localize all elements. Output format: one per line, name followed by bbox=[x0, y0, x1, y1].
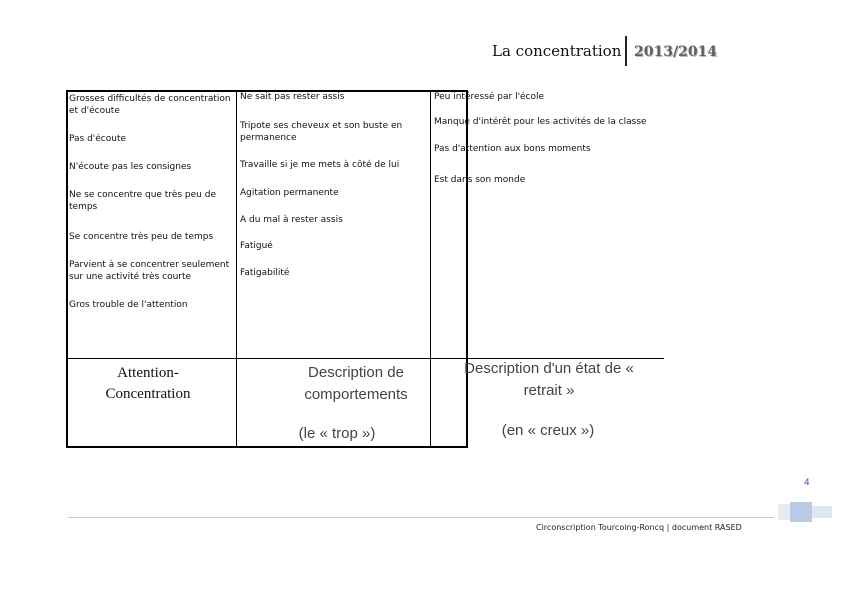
list-item: Fatigabilité bbox=[240, 268, 290, 278]
school-year: 2013/2014 bbox=[634, 44, 718, 60]
row-divider bbox=[66, 358, 468, 359]
list-item: Ne sait pas rester assis bbox=[240, 92, 345, 102]
rased-logo-graphic bbox=[778, 500, 834, 522]
label-le-trop: (le « trop ») bbox=[298, 425, 376, 442]
list-item: Gros trouble de l'attention bbox=[69, 300, 188, 310]
list-item: Pas d'attention aux bons moments bbox=[434, 144, 591, 154]
column-divider-1-top bbox=[236, 90, 237, 358]
column-divider-1-bottom bbox=[236, 358, 237, 448]
list-item: A du mal à rester assis bbox=[240, 215, 343, 225]
list-item: Parvient à se concentrer seulement sur une activité très courte bbox=[69, 260, 230, 282]
list-item: Tripote ses cheveux et son buste en permanence bbox=[240, 121, 403, 143]
list-item: Peu intéressé par l'école bbox=[434, 92, 545, 102]
label-en-creux: (en « creux ») bbox=[501, 422, 595, 439]
list-item: Fatigué bbox=[240, 241, 273, 251]
list-item: Est dans son monde bbox=[434, 175, 526, 185]
column-divider-2-bottom bbox=[430, 358, 431, 448]
list-item: Se concentre très peu de temps bbox=[69, 232, 214, 242]
footer-caption: Circonscription Tourcoing-Roncq | document RASED bbox=[536, 523, 742, 532]
label-attention-concentration: Attention-Concentration bbox=[105, 365, 191, 402]
list-item: Agitation permanente bbox=[240, 188, 339, 198]
document-title: La concentration bbox=[492, 42, 622, 60]
label-description-retrait: Description d'un état de « retrait » bbox=[464, 360, 634, 399]
header-divider bbox=[625, 36, 627, 66]
footer-rule bbox=[68, 517, 774, 518]
list-item: Grosses difficultés de concentration et d'écoute bbox=[69, 94, 231, 116]
list-item: N'écoute pas les consignes bbox=[69, 162, 192, 172]
label-description-comportements: Description de comportements bbox=[304, 364, 408, 403]
list-item: Pas d'écoute bbox=[69, 134, 127, 144]
page-number: 4 bbox=[804, 478, 810, 488]
column-divider-2-top bbox=[430, 90, 431, 358]
list-item: Ne se concentre que très peu de temps bbox=[69, 190, 216, 212]
list-item: Travaille si je me mets à côté de lui bbox=[240, 160, 400, 170]
list-item: Manque d'intérêt pour les activités de la classe bbox=[434, 117, 647, 127]
